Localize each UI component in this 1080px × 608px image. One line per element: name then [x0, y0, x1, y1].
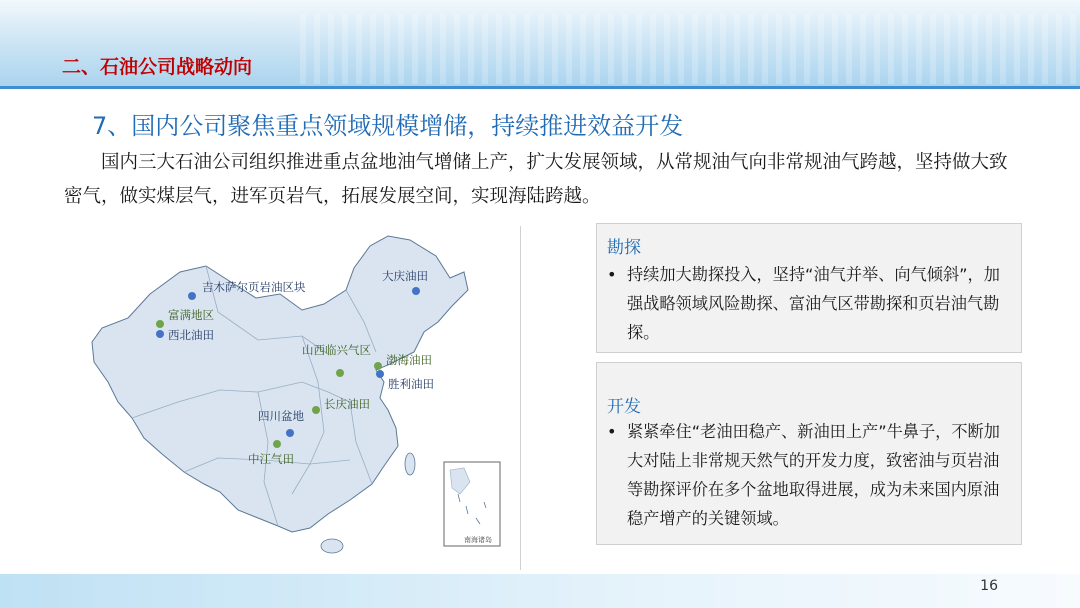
section-title: 二、石油公司战略动向 — [62, 56, 253, 78]
footer-band — [0, 574, 1080, 608]
marker-dot — [273, 440, 281, 448]
marker-label: 长庆油田 — [324, 397, 370, 411]
header-line — [0, 86, 1080, 89]
marker-label: 胜利油田 — [388, 377, 434, 391]
marker-label: 西北油田 — [168, 328, 214, 342]
marker-dot — [156, 320, 164, 328]
exploration-card — [596, 223, 1022, 353]
hainan-island — [321, 539, 343, 553]
development-card-title: 开发 — [607, 397, 641, 417]
exploration-card-body — [607, 260, 1013, 347]
marker-label: 渤海油田 — [386, 353, 432, 367]
marker-dot — [312, 406, 320, 414]
bullet-icon: • — [607, 422, 617, 441]
marker-dot — [286, 429, 294, 437]
bullet-item — [607, 260, 1013, 347]
marker-label: 吉木萨尔页岩油区块 — [202, 280, 306, 294]
inset-label: 南海诸岛 — [464, 536, 492, 544]
marker-dot — [188, 292, 196, 300]
bullet-item — [607, 417, 1013, 533]
vertical-divider — [520, 226, 521, 570]
development-card-body — [607, 417, 1013, 533]
page-number: 16 — [980, 578, 998, 594]
slide-title: 7、国内公司聚焦重点领域规模增储，持续推进效益开发 — [92, 112, 684, 140]
marker-label: 中江气田 — [248, 452, 294, 466]
marker-label: 大庆油田 — [382, 269, 428, 283]
marker-dot — [412, 287, 420, 295]
marker-dot — [376, 370, 384, 378]
taiwan-island — [405, 453, 415, 475]
bullet-text: 持续加大勘探投入，坚持“油气并举、向气倾斜”，加强战略领域风险勘探、富油气区带勘探和页岩油气勘探。 — [627, 265, 1000, 342]
exploration-card-title: 勘探 — [607, 238, 641, 258]
china-map — [88, 232, 508, 562]
marker-label: 四川盆地 — [258, 409, 304, 423]
south-china-sea-inset — [444, 462, 500, 546]
intro-paragraph: 国内三大石油公司组织推进重点盆地油气增储上产，扩大发展领域，从常规油气向非常规油气跨越，坚持做大致密气，做实煤层气，进军页岩气，拓展发展空间，实现海陆跨越。 — [64, 152, 1008, 207]
bullet-text: 紧紧牵住“老油田稳产、新油田上产”牛鼻子，不断加大对陆上非常规天然气的开发力度，致密油与页岩油等勘探评价在多个盆地取得进展，成为未来国内原油稳产增产的关键领域。 — [627, 422, 1000, 528]
development-card — [596, 362, 1022, 545]
bullet-icon: • — [607, 265, 617, 284]
marker-label: 富满地区 — [168, 308, 214, 322]
header-decoration — [300, 14, 1080, 84]
marker-dot — [374, 362, 382, 370]
marker-dot — [156, 330, 164, 338]
china-map-svg — [88, 232, 508, 562]
marker-label: 山西临兴气区 — [302, 343, 371, 357]
marker-dot — [336, 369, 344, 377]
